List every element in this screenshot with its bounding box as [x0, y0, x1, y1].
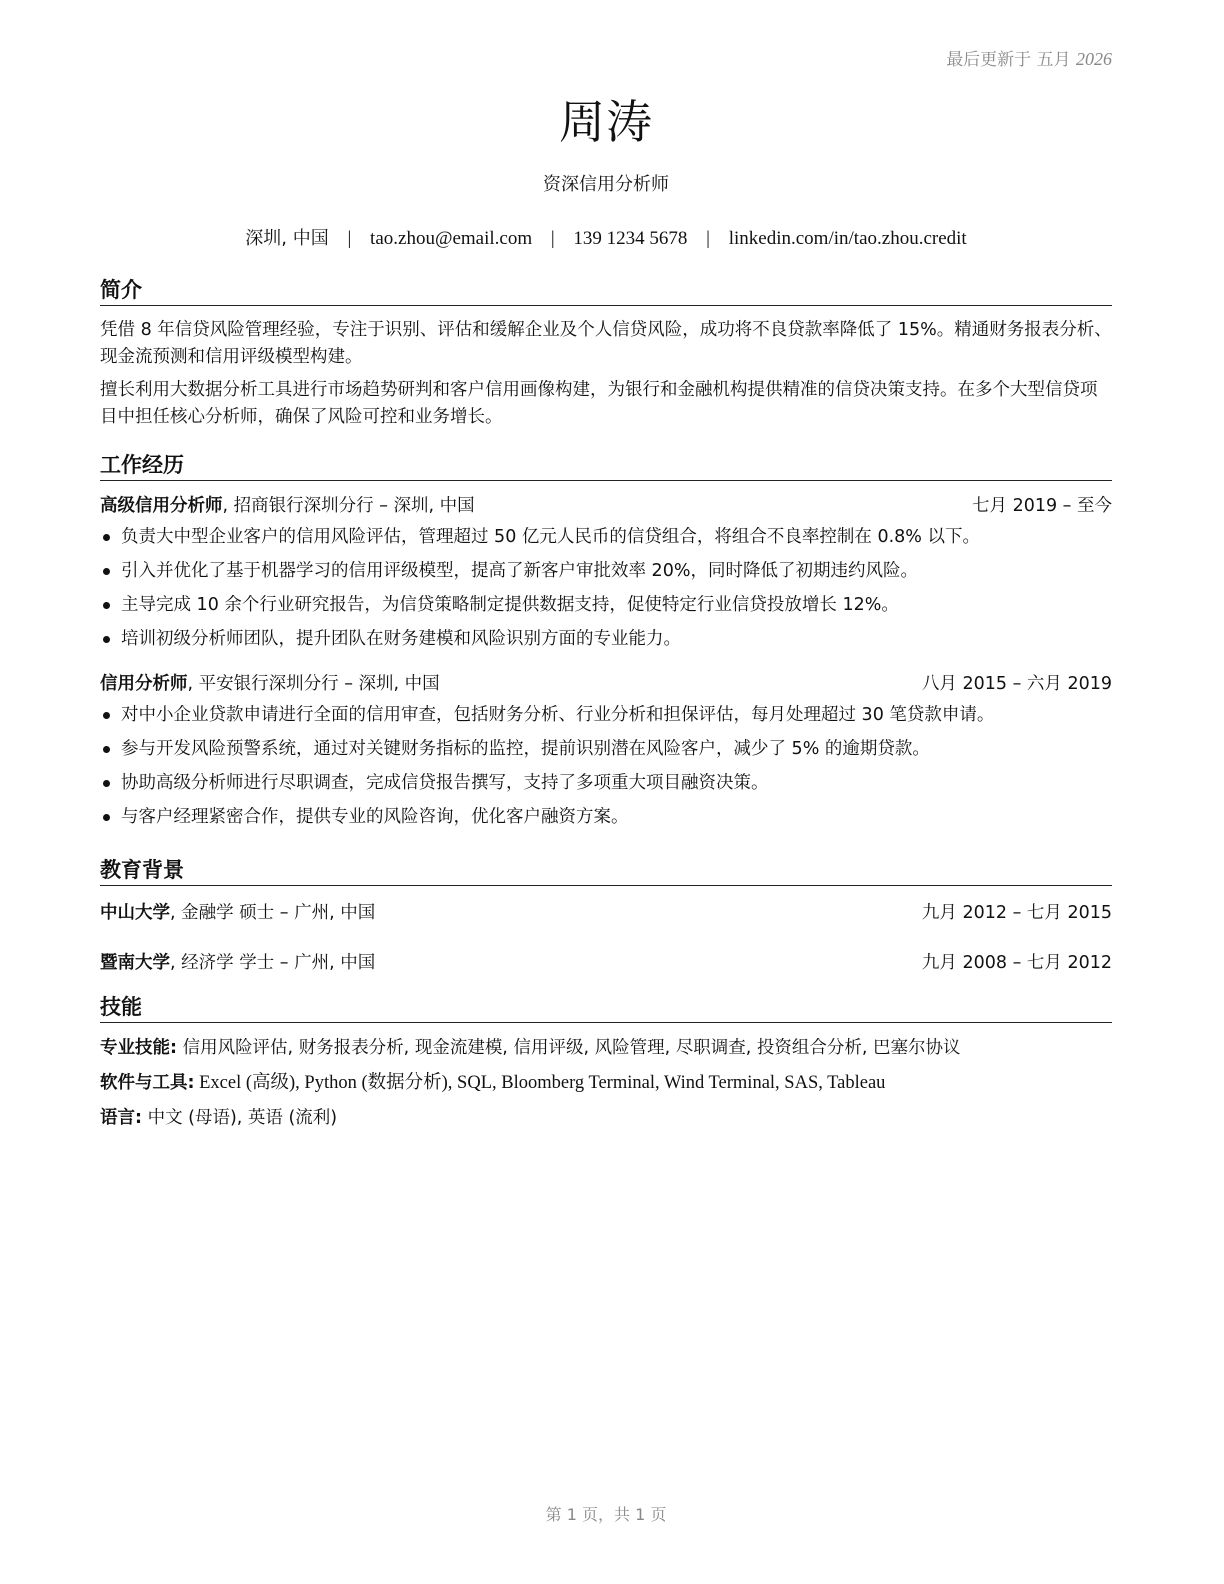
list-item — [100, 766, 1112, 800]
bullet-icon — [103, 636, 110, 643]
job-title-line — [100, 493, 475, 519]
last-updated-year: 2026 — [1076, 49, 1112, 69]
contact-separator: | — [550, 228, 555, 249]
job-headline: 资深信用分析师 — [543, 174, 669, 195]
list-item — [100, 588, 1112, 622]
job-role: 信用分析师 — [100, 674, 188, 694]
skill-label: 专业技能: — [100, 1038, 177, 1058]
contact-linkedin[interactable]: linkedin.com/in/tao.zhou.credit — [728, 228, 967, 249]
job-bullets — [100, 520, 1112, 656]
job-dates: 七月 2019 – 至今 — [972, 496, 1112, 516]
job-dates: 八月 2015 – 六月 2019 — [921, 674, 1112, 694]
experience-section — [100, 452, 1112, 834]
education-dates: 九月 2008 – 七月 2012 — [921, 953, 1112, 973]
contact-separator: | — [706, 228, 710, 249]
bullet-text: 参与开发风险预警系统，通过对关键财务指标的监控，提前识别潜在风险客户，减少了 5% 的逾期贷款。 — [121, 739, 930, 759]
degree-detail: , 金融学 硕士 – 广州, 中国 — [170, 903, 376, 923]
person-name: 周涛 — [559, 95, 653, 149]
skill-label: 软件与工具: — [100, 1073, 195, 1093]
skill-value: 中文 (母语), 英语 (流利) — [142, 1108, 338, 1128]
job-header — [100, 671, 1112, 697]
last-updated-label: 最后更新于 五月 — [946, 50, 1071, 70]
job-bullets — [100, 698, 1112, 834]
list-item — [100, 622, 1112, 656]
resume-page — [100, 0, 1112, 1584]
job-header — [100, 493, 1112, 519]
bullet-icon — [103, 746, 110, 753]
contact-email[interactable]: tao.zhou@email.com — [370, 228, 533, 249]
contact-location: 深圳, 中国 — [245, 228, 329, 249]
summary-paragraph: 擅长利用大数据分析工具进行市场趋势研判和客户信用画像构建，为银行和金融机构提供精准的信贷决策支持。在多个大型信贷项目中担任核心分析师，确保了风险可控和业务增长。 — [100, 380, 1098, 427]
job-org: , 招商银行深圳分行 – 深圳, 中国 — [222, 496, 475, 516]
bullet-text: 培训初级分析师团队，提升团队在财务建模和风险识别方面的专业能力。 — [121, 629, 681, 649]
school-name: 中山大学 — [100, 903, 170, 923]
education-line — [100, 950, 375, 976]
summary-paragraph: 凭借 8 年信贷风险管理经验，专注于识别、评估和缓解企业及个人信贷风险，成功将不良贷款率降低了 15%。精通财务报表分析、现金流预测和信用评级模型构建。 — [100, 320, 1112, 367]
skill-value: Excel (高级), Python (数据分析), SQL, Bloomberg Terminal, Wind Terminal, SAS, Tableau — [194, 1073, 886, 1093]
job-entry — [100, 671, 1112, 834]
list-item — [100, 698, 1112, 732]
bullet-icon — [103, 602, 110, 609]
skill-value: 信用风险评估, 财务报表分析, 现金流建模, 信用评级, 风险管理, 尽职调查, 投资组合分析, 巴塞尔协议 — [177, 1038, 961, 1058]
bullet-icon — [103, 780, 110, 787]
job-role: 高级信用分析师 — [100, 496, 223, 516]
section-title: 技能 — [100, 994, 1112, 1023]
school-name: 暨南大学 — [100, 953, 170, 973]
education-entry — [100, 950, 1112, 976]
skills-list — [100, 1031, 1112, 1136]
skill-label: 语言: — [100, 1108, 142, 1128]
section-title: 工作经历 — [100, 452, 1112, 481]
list-item — [100, 732, 1112, 766]
list-item — [100, 554, 1112, 588]
bullet-icon — [103, 568, 110, 575]
job-org: , 平安银行深圳分行 – 深圳, 中国 — [187, 674, 440, 694]
job-entry — [100, 493, 1112, 656]
education-section — [100, 857, 1112, 976]
education-entry — [100, 900, 1112, 926]
job-title-line — [100, 671, 440, 697]
last-updated — [946, 45, 1112, 70]
contact-separator: | — [347, 228, 352, 249]
list-item — [100, 520, 1112, 554]
bullet-text: 引入并优化了基于机器学习的信用评级模型，提高了新客户审批效率 20%，同时降低了初期违约风险。 — [121, 561, 918, 581]
bullet-icon — [103, 814, 110, 821]
skill-line — [100, 1101, 1112, 1136]
bullet-text: 协助高级分析师进行尽职调查，完成信贷报告撰写，支持了多项重大项目融资决策。 — [121, 773, 769, 793]
bullet-icon — [103, 534, 110, 541]
contact-phone: 139 1234 5678 — [573, 228, 688, 249]
skills-section — [100, 994, 1112, 1136]
education-dates: 九月 2012 – 七月 2015 — [921, 903, 1112, 923]
education-line — [100, 900, 375, 926]
bullet-text: 主导完成 10 余个行业研究报告，为信贷策略制定提供数据支持，促使特定行业信贷投放增长 12%。 — [121, 595, 899, 615]
skill-line — [100, 1031, 1112, 1066]
bullet-icon — [103, 712, 110, 719]
page-number: 第 1 页，共 1 页 — [545, 1505, 667, 1524]
bullet-text: 负责大中型企业客户的信用风险评估，管理超过 50 亿元人民币的信贷组合，将组合不良率控制在 0.8% 以下。 — [121, 527, 980, 547]
bullet-text: 与客户经理紧密合作，提供专业的风险咨询，优化客户融资方案。 — [121, 807, 629, 827]
section-title: 教育背景 — [100, 857, 1112, 886]
skill-line — [100, 1066, 1112, 1101]
contact-line — [100, 224, 1112, 250]
bullet-text: 对中小企业贷款申请进行全面的信用审查，包括财务分析、行业分析和担保评估，每月处理超过 30 笔贷款申请。 — [121, 705, 995, 725]
degree-detail: , 经济学 学士 – 广州, 中国 — [170, 953, 376, 973]
list-item — [100, 800, 1112, 834]
summary-section — [100, 277, 1112, 431]
section-title: 简介 — [100, 277, 1112, 306]
